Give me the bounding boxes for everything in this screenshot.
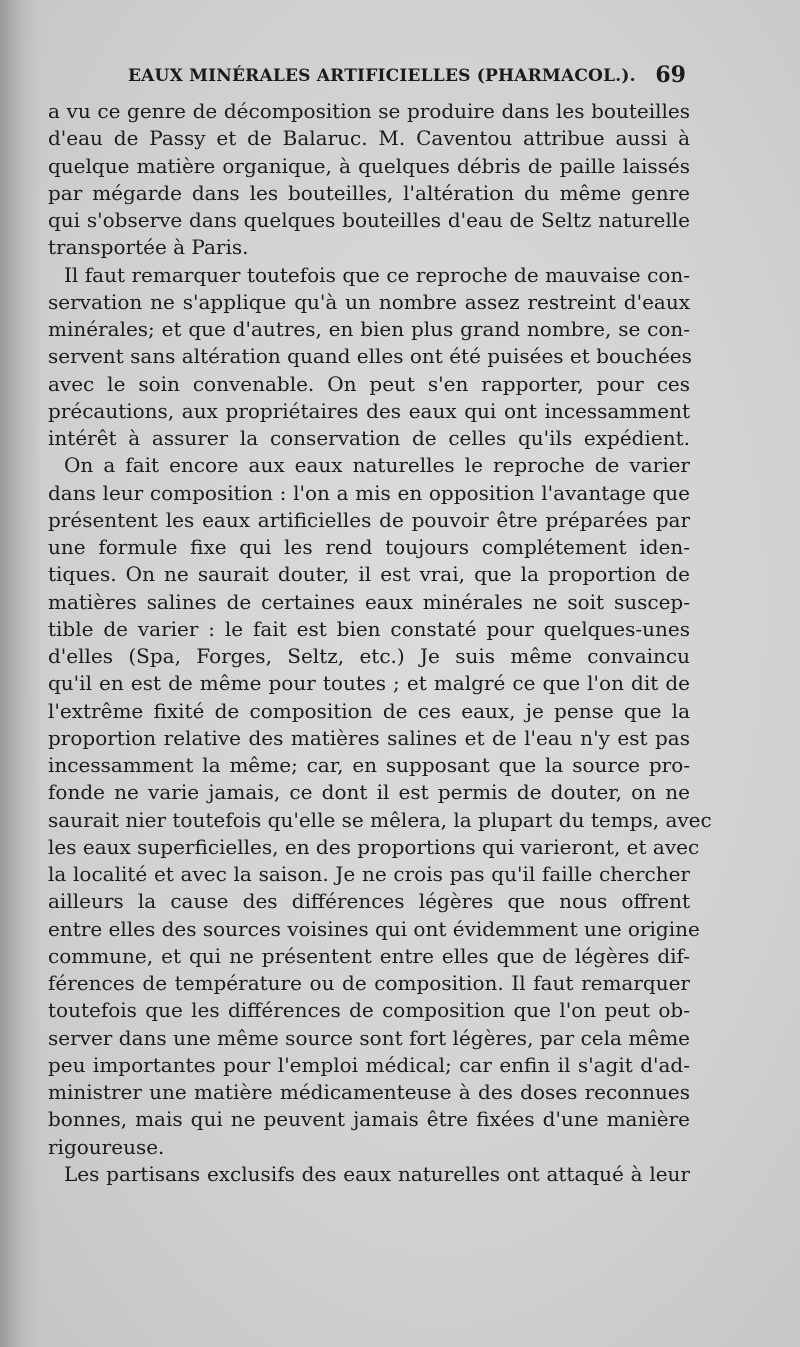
text-line: rigoureuse. (48, 1134, 165, 1159)
text-line: toutefois que les différences de composition que l'on peut ob- (48, 998, 690, 1023)
text-line: d'elles (Spa, Forges, Seltz, etc.) Je suis même convaincu (48, 644, 690, 668)
text-line: tiques. On ne saurait douter, il est vrai, que la proportion de (48, 562, 690, 587)
text-line: servent sans altération quand elles ont été puisées et bouchées (48, 344, 692, 369)
text-line: bonnes, mais qui ne peuvent jamais être fixées d'une manière (48, 1107, 690, 1132)
page-number: 69 (655, 62, 686, 88)
text-line: Il faut remarquer toutefois que ce reproche de mauvaise con- (64, 262, 690, 287)
text-line: férences de température ou de composition. Il faut remarquer (48, 971, 690, 995)
text-line: les eaux superficielles, en des proportions qui varieront, et avec (48, 834, 700, 859)
text-line: server dans une même source sont fort légères, par cela même (48, 1025, 690, 1050)
text-line: la localité et avec la saison. Je ne crois pas qu'il faille chercher (48, 862, 690, 886)
text-line: par mégarde dans les bouteilles, l'altération du même genre (48, 180, 690, 205)
text-line: incessamment la même; car, en supposant que la source pro- (48, 753, 690, 777)
text-line: peu importantes pour l'emploi médical; car enfin il s'agit d'ad- (48, 1052, 690, 1077)
text-line: présentent les eaux artificielles de pouvoir être préparées par (48, 507, 690, 532)
text-line: matières salines de certaines eaux minérales ne soit suscep- (48, 589, 690, 614)
text-line: une formule fixe qui les rend toujours complétement iden- (48, 535, 690, 559)
text-line: ministrer une matière médicamenteuse à des doses reconnues (48, 1080, 690, 1104)
running-title: EAUX MINÉRALES ARTIFICIELLES (PHARMACOL.). (128, 66, 636, 86)
paragraph (48, 452, 712, 1161)
text-line: saurait nier toutefois qu'elle se mêlera, la plupart du temps, avec (48, 807, 712, 832)
text-line: qu'il en est de même pour toutes ; et malgré ce que l'on dit de (48, 671, 690, 696)
page-header (48, 62, 690, 92)
text-line: servation ne s'applique qu'à un nombre assez restreint d'eaux (48, 289, 690, 314)
text-line: On a fait encore aux eaux naturelles le reproche de varier (64, 453, 690, 478)
text-line: l'extrême fixité de composition de ces eaux, je pense que la (48, 698, 690, 723)
text-line: fonde ne varie jamais, ce dont il est permis de douter, on ne (48, 780, 690, 805)
text-line: avec le soin convenable. On peut s'en rapporter, pour ces (48, 371, 690, 396)
body-text (48, 98, 712, 1188)
text-line: transportée à Paris. (48, 235, 249, 260)
paragraph (48, 1161, 690, 1188)
text-line: précautions, aux propriétaires des eaux qui ont incessamment (48, 398, 690, 423)
text-line: tible de varier : le fait est bien constaté pour quelques-unes (48, 616, 690, 641)
text-line: entre elles des sources voisines qui ont évidemment une origine (48, 916, 700, 941)
paragraph (48, 98, 690, 262)
text-line: proportion relative des matières salines et de l'eau n'y est pas (48, 725, 690, 750)
text-line: Les partisans exclusifs des eaux naturelles ont attaqué à leur (64, 1161, 690, 1186)
paragraph (48, 262, 690, 453)
text-line: d'eau de Passy et de Balaruc. M. Caventou attribue aussi à (48, 126, 690, 151)
text-line: dans leur composition : l'on a mis en opposition l'avantage que (48, 480, 690, 505)
text-line: ailleurs la cause des différences légères que nous offrent (48, 889, 690, 914)
text-line: intérêt à assurer la conservation de celles qu'ils expédient. (48, 426, 690, 450)
text-line: minérales; et que d'autres, en bien plus grand nombre, se con- (48, 317, 690, 341)
text-line: qui s'observe dans quelques bouteilles d'eau de Seltz naturelle (48, 208, 690, 232)
binding-shadow (0, 0, 42, 1347)
text-line: a vu ce genre de décomposition se produire dans les bouteilles (48, 99, 690, 123)
text-line: quelque matière organique, à quelques débris de paille laissés (48, 153, 690, 178)
text-line: commune, et qui ne présentent entre elles que de légères dif- (48, 943, 690, 968)
